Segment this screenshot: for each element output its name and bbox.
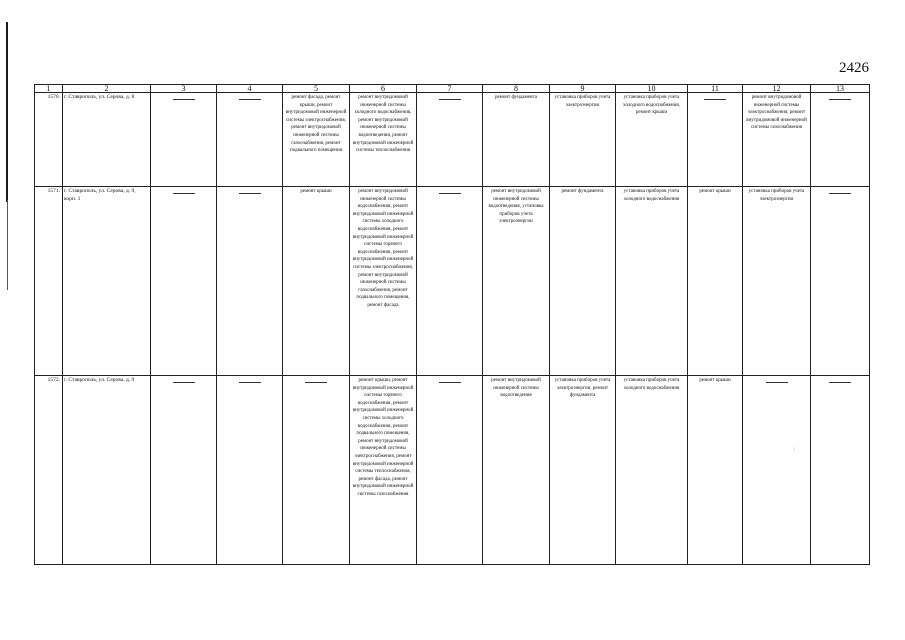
empty-cell xyxy=(811,376,870,565)
empty-cell xyxy=(217,93,283,187)
dash-mark xyxy=(704,99,726,100)
table-cell: ремонт крыши, ремонт внутридомовой инженерной системы горячего водоснабжения, ремонт внутридомовой инженерной системы холодного водоснабжения, ремонт подвального помещения, ремонт внутридомовой инженерной системы электроснабжения, ремонт внутридомовой инженерной системы теплоснабжения, ремонт фасада, ремонт внутридомовой инженерной системы газоснабжения xyxy=(350,376,417,565)
table-cell: установка приборов учета холодного водоснабжения xyxy=(616,376,688,565)
table-cell: ремонт внутридомовой инженерной системы водоотведения, установка приборов учета электроэнергии xyxy=(483,187,550,376)
empty-cell xyxy=(743,376,811,565)
table-cell: установка приборов учета электроэнергии xyxy=(743,187,811,376)
binder-mark xyxy=(6,22,8,202)
table-row xyxy=(35,376,870,565)
empty-cell xyxy=(811,93,870,187)
dash-mark xyxy=(829,382,851,383)
address-cell: г. Ставрополь, ул. Серова, д. 9, корп. 1 xyxy=(63,187,151,376)
dash-mark xyxy=(766,382,788,383)
dash-mark xyxy=(439,99,461,100)
table-cell: ремонт внутридомовой инженерной системы водоснабжения, ремонт внутридомовой инженерной системы холодного водоснабжения, ремонт внутридомовой инженерной системы горячего водоснабжения, ремонт внутридомовой инженерной системы электроснабжения, ремонт внутридомовой инженерной системы газоснабжения, ремонт подвального помещения, ремонт фасада xyxy=(350,187,417,376)
empty-cell xyxy=(811,187,870,376)
table-cell: установка приборов учета электроэнергии, ремонт фундамента xyxy=(550,376,616,565)
empty-cell xyxy=(688,93,743,187)
dash-mark xyxy=(439,193,461,194)
column-header: 12 xyxy=(743,85,811,93)
empty-cell xyxy=(417,93,483,187)
register-table xyxy=(34,84,870,565)
column-header: 5 xyxy=(283,85,350,93)
dash-mark xyxy=(239,99,261,100)
row-number: 1571. xyxy=(35,187,63,376)
page-number: 2426 xyxy=(839,60,869,76)
dash-mark xyxy=(173,193,195,194)
table-cell: ремонт крыши xyxy=(283,187,350,376)
scan-speck: \ xyxy=(793,447,795,453)
empty-cell xyxy=(151,93,217,187)
row-number: 1572. xyxy=(35,376,63,565)
dash-mark xyxy=(829,193,851,194)
empty-cell xyxy=(151,187,217,376)
column-header: 8 xyxy=(483,85,550,93)
table-cell: установка приборов учета электроэнергии xyxy=(550,93,616,187)
empty-cell xyxy=(217,187,283,376)
table-cell: ремонт фасада, ремонт крыши, ремонт внутридомовой инженерной системы электроснабжения, ремонт внутридомовой инженерной системы газоснабжения, ремонт подвального помещения xyxy=(283,93,350,187)
binder-mark-secondary xyxy=(7,200,8,290)
table-cell: ремонт внутридомовой инженерной системы электроснабжения, ремонт внутридомовой инженерной системы газоснабжения xyxy=(743,93,811,187)
dash-mark xyxy=(173,382,195,383)
empty-cell xyxy=(417,376,483,565)
empty-cell xyxy=(283,376,350,565)
table-cell: ремонт фундамента xyxy=(483,93,550,187)
column-header: 1 xyxy=(35,85,63,93)
empty-cell xyxy=(151,376,217,565)
table-cell: установка приборов учета холодного водоснабжения, ремонт крыши xyxy=(616,93,688,187)
dash-mark xyxy=(239,193,261,194)
empty-cell xyxy=(417,187,483,376)
column-number-row xyxy=(35,85,870,93)
table-cell: ремонт крыши xyxy=(688,376,743,565)
column-header: 4 xyxy=(217,85,283,93)
column-header: 2 xyxy=(63,85,151,93)
column-header: 6 xyxy=(350,85,417,93)
dash-mark xyxy=(239,382,261,383)
address-cell: г. Ставрополь, ул. Серова, д. 9 xyxy=(63,376,151,565)
table-cell: ремонт внутридомовой инженерной системы холодного водоснабжения, ремонт внутридомовой инженерной системы водоотведения, ремонт внутридомовой инженерной системы теплоснабжения xyxy=(350,93,417,187)
table-cell: установка приборов учета холодного водоснабжения xyxy=(616,187,688,376)
address-cell: г. Ставрополь, ул. Серова, д. 8 xyxy=(63,93,151,187)
dash-mark xyxy=(173,99,195,100)
table-row xyxy=(35,93,870,187)
column-header: 13 xyxy=(811,85,870,93)
row-number: 1570. xyxy=(35,93,63,187)
dash-mark xyxy=(439,382,461,383)
column-header: 11 xyxy=(688,85,743,93)
column-header: 9 xyxy=(550,85,616,93)
table-cell: ремонт внутридомовой инженерной системы водоотведения xyxy=(483,376,550,565)
table-cell: ремонт крыши xyxy=(688,187,743,376)
empty-cell xyxy=(217,376,283,565)
table-row xyxy=(35,187,870,376)
table-cell: ремонт фундамента xyxy=(550,187,616,376)
column-header: 10 xyxy=(616,85,688,93)
column-header: 3 xyxy=(151,85,217,93)
dash-mark xyxy=(829,99,851,100)
dash-mark xyxy=(305,382,327,383)
column-header: 7 xyxy=(417,85,483,93)
